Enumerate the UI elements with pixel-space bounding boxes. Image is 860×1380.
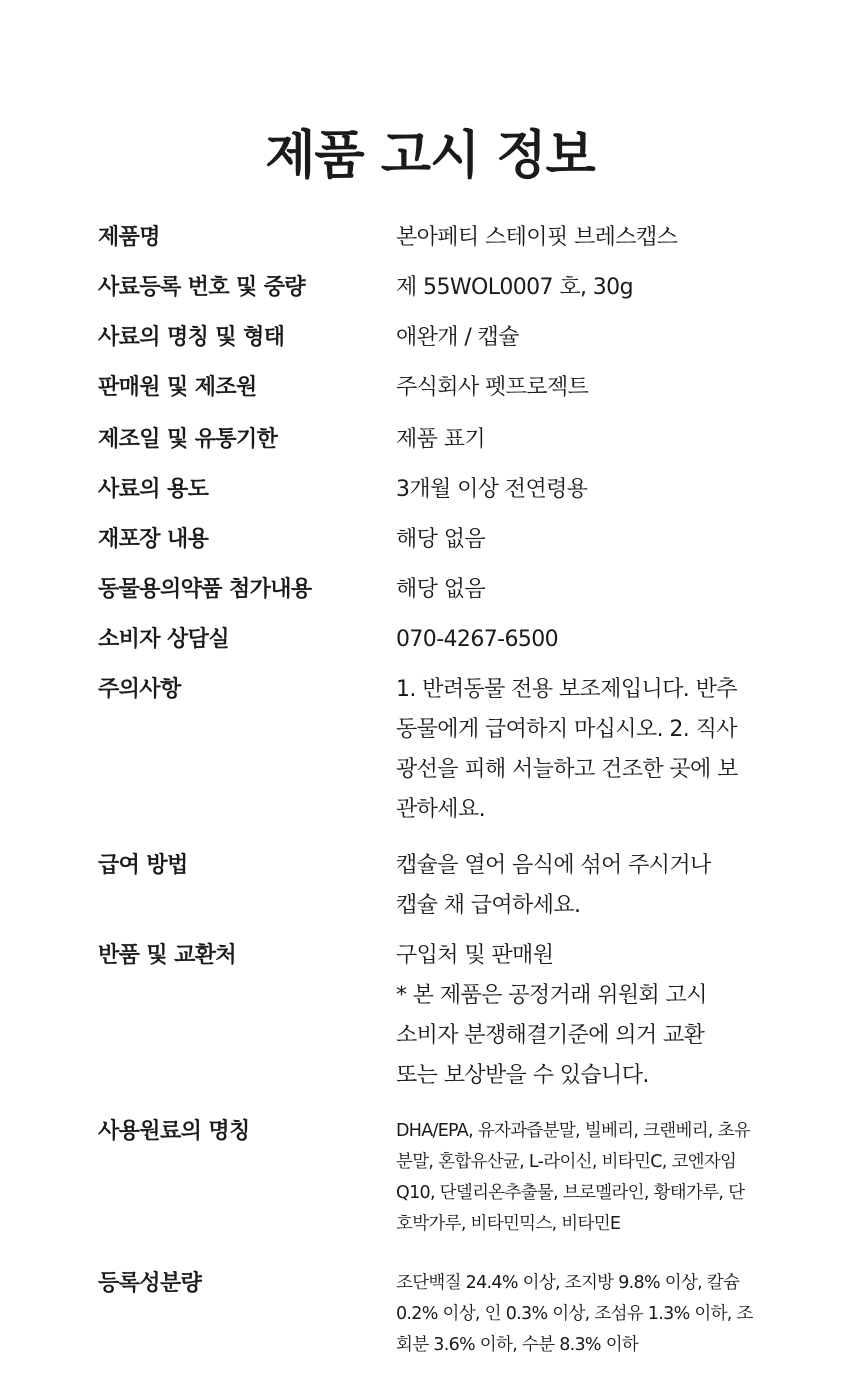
row-value	[396, 218, 778, 258]
row-value	[396, 420, 778, 460]
info-row-ingredients	[98, 1116, 778, 1240]
info-row-feed-type	[98, 318, 778, 358]
value-line: 제 55WOL0007 호, 30g	[396, 275, 633, 300]
row-label: 판매원 및 제조원	[98, 375, 257, 400]
row-value	[396, 936, 778, 1096]
row-value	[396, 268, 778, 308]
value-line: 또는 보상받을 수 있습니다.	[396, 1063, 649, 1088]
page-title: 제품 고시 정보	[265, 125, 595, 186]
value-line: Q10, 단델리온추출물, 브로멜라인, 황태가루, 단	[396, 1183, 745, 1203]
value-line: 주식회사 펫프로젝트	[396, 375, 589, 400]
row-label: 소비자 상담실	[98, 627, 229, 652]
row-label: 제품명	[98, 225, 160, 250]
value-line: 애완개 / 캡슐	[396, 325, 519, 350]
row-value	[396, 470, 778, 510]
row-label: 급여 방법	[98, 853, 188, 878]
info-row-customer-service	[98, 620, 778, 660]
info-row-manufacture-expiry	[98, 420, 778, 460]
row-value	[396, 620, 778, 660]
row-label: 반품 및 교환처	[98, 943, 237, 968]
row-label: 사료의 용도	[98, 477, 209, 502]
value-line: 0.2% 이상, 인 0.3% 이상, 조섬유 1.3% 이하, 조	[396, 1304, 753, 1324]
row-value	[396, 670, 778, 830]
row-value	[396, 318, 778, 358]
value-line: 해당 없음	[396, 527, 486, 552]
value-line: 캡슐 채 급여하세요.	[396, 893, 581, 918]
value-line: 회분 3.6% 이하, 수분 8.3% 이하	[396, 1335, 639, 1355]
row-value	[396, 570, 778, 610]
row-value	[396, 520, 778, 560]
value-line: 호박가루, 비타민믹스, 비타민E	[396, 1214, 621, 1234]
info-row-veterinary-additives	[98, 570, 778, 610]
info-row-registered-components	[98, 1268, 778, 1361]
product-info-table	[98, 218, 778, 1361]
customer-service-phone: 070-4267-6500	[396, 627, 559, 652]
row-label: 재포장 내용	[98, 527, 209, 552]
value-line: 구입처 및 판매원	[396, 943, 554, 968]
value-line: 관하세요.	[396, 797, 486, 822]
row-label: 제조일 및 유통기한	[98, 427, 278, 452]
info-row-repackaging	[98, 520, 778, 560]
row-label: 동물용의약품 첨가내용	[98, 577, 312, 602]
info-row-registration-weight	[98, 268, 778, 308]
row-value	[396, 846, 778, 926]
row-value	[396, 1268, 778, 1361]
value-line: 소비자 분쟁해결기준에 의거 교환	[396, 1023, 705, 1048]
value-line: 분말, 혼합유산균, L-라이신, 비타민C, 코엔자임	[396, 1152, 737, 1172]
value-line: 제품 표기	[396, 427, 486, 452]
value-line: DHA/EPA, 유자과즙분말, 빌베리, 크랜베리, 초유	[396, 1121, 751, 1141]
info-row-cautions	[98, 670, 778, 830]
value-line: 1. 반려동물 전용 보조제입니다. 반추	[396, 677, 737, 702]
info-row-feed-usage	[98, 470, 778, 510]
value-line: 3개월 이상 전연령용	[396, 477, 588, 502]
row-label: 사료등록 번호 및 중량	[98, 275, 306, 300]
row-label: 주의사항	[98, 677, 181, 702]
value-line: 동물에게 급여하지 마십시오. 2. 직사	[396, 717, 737, 742]
value-line: 조단백질 24.4% 이상, 조지방 9.8% 이상, 칼슘	[396, 1273, 740, 1293]
info-row-returns-exchange	[98, 936, 778, 1096]
row-label: 사료의 명칭 및 형태	[98, 325, 285, 350]
row-label: 사용원료의 명칭	[98, 1119, 250, 1144]
value-line: 해당 없음	[396, 577, 486, 602]
value-line: * 본 제품은 공정거래 위원회 고시	[396, 983, 707, 1008]
row-value	[396, 1116, 778, 1240]
info-row-product-name	[98, 218, 778, 258]
row-value	[396, 368, 778, 408]
value-line: 본아페티 스테이핏 브레스캡스	[396, 225, 678, 250]
info-row-seller-manufacturer	[98, 368, 778, 408]
info-row-feeding-method	[98, 846, 778, 926]
row-label: 등록성분량	[98, 1271, 202, 1296]
value-line: 광선을 피해 서늘하고 건조한 곳에 보	[396, 757, 738, 782]
value-line: 캡슐을 열어 음식에 섞어 주시거나	[396, 853, 711, 878]
